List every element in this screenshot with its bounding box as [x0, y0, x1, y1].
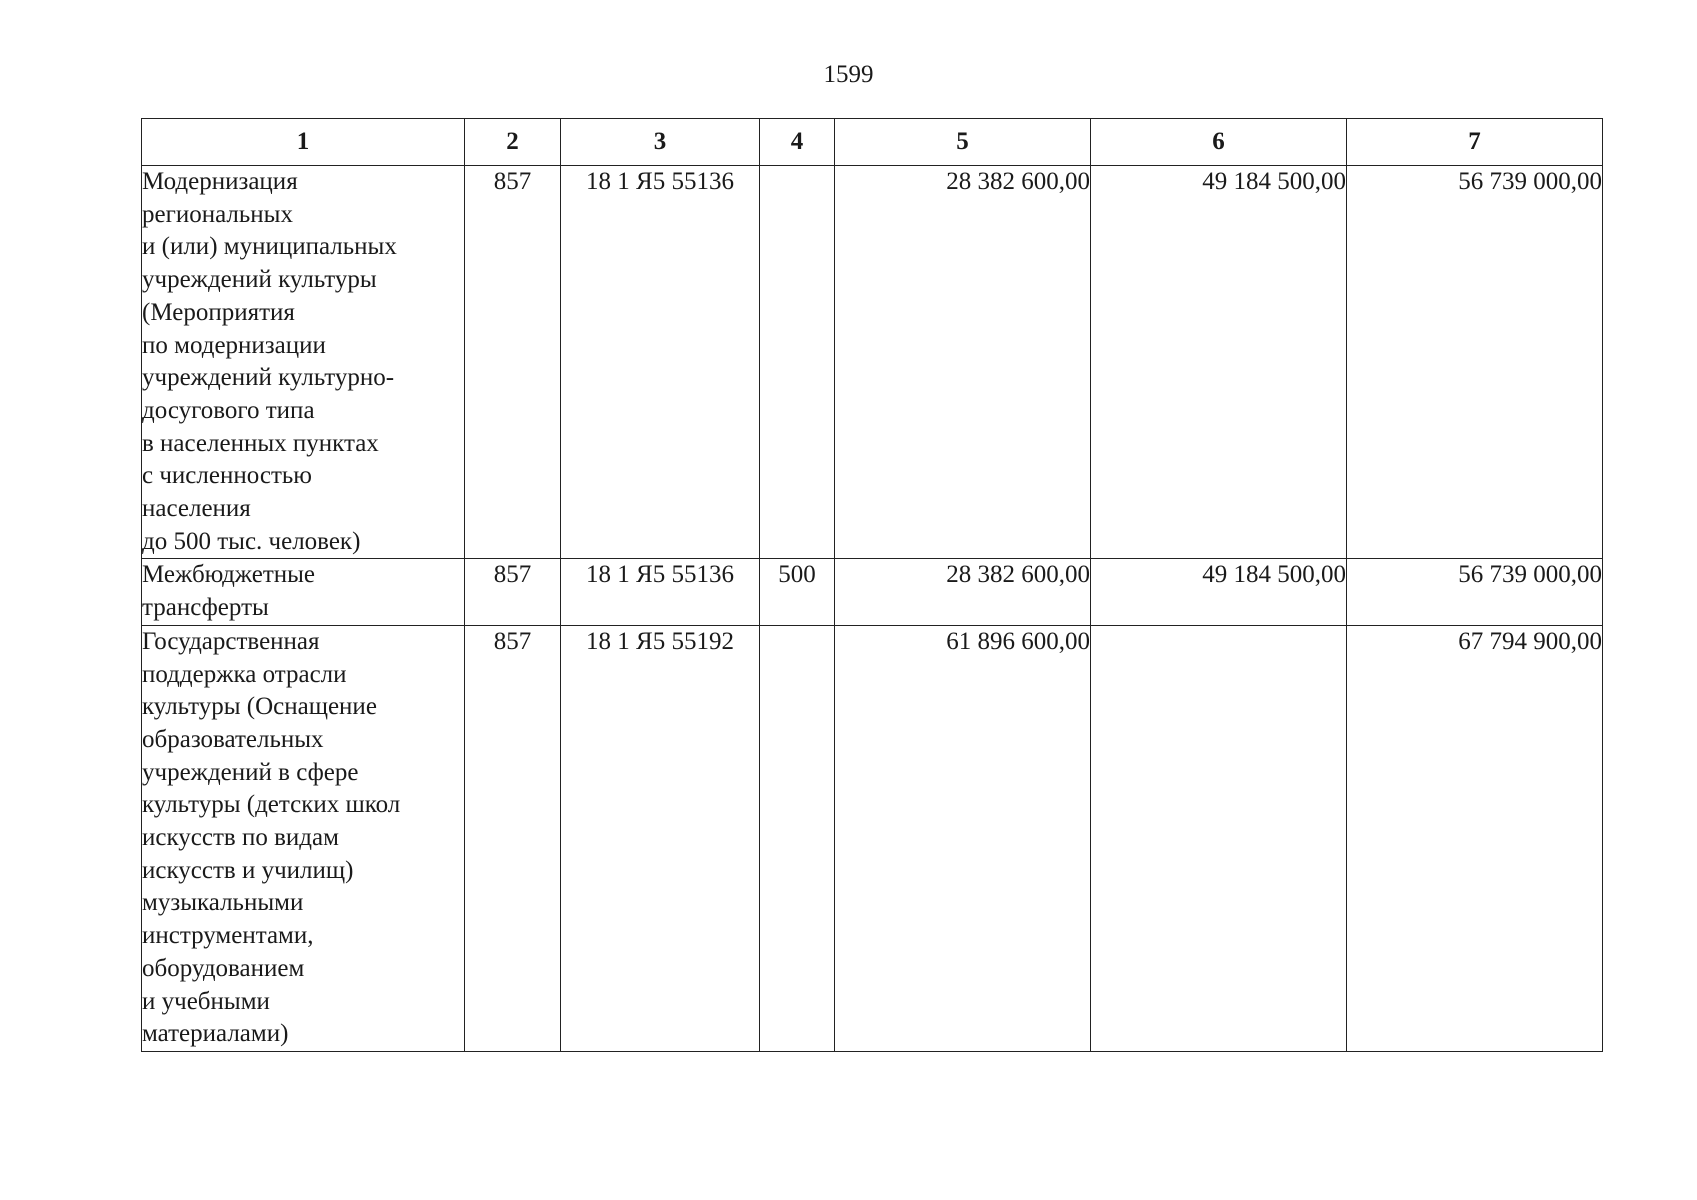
name-line: поддержка отрасли [142, 660, 347, 688]
page-number: 1599 [823, 61, 874, 88]
name-line: учреждений культуры [142, 266, 377, 294]
name-line: образовательных [142, 725, 324, 753]
header-col-4: 4 [760, 119, 835, 166]
name-line: оборудованием [142, 954, 305, 982]
row-col2-cell: 857 [465, 625, 561, 1051]
name-line: региональных [142, 200, 293, 228]
name-line: по модернизации [142, 331, 326, 359]
row-name-cell [142, 166, 465, 559]
name-line: учреждений культурно- [142, 364, 395, 392]
row-col7-cell: 56 739 000,00 [1347, 166, 1603, 559]
row-col5-cell: 61 896 600,00 [835, 625, 1091, 1051]
name-line: населения [142, 495, 251, 523]
name-line: Межбюджетные [142, 561, 316, 589]
header-col-6: 6 [1091, 119, 1347, 166]
name-line: и учебными [142, 987, 270, 1015]
name-line: до 500 тыс. человек) [142, 527, 361, 555]
row-col6-cell [1091, 625, 1347, 1051]
row-name-cell [142, 559, 465, 625]
row-col6-cell: 49 184 500,00 [1091, 559, 1347, 625]
row-col6-cell: 49 184 500,00 [1091, 166, 1347, 559]
name-line: и (или) муниципальных [142, 233, 397, 261]
header-col-7: 7 [1347, 119, 1603, 166]
row-col2-cell: 857 [465, 166, 561, 559]
name-line: культуры (Оснащение [142, 693, 377, 721]
row-name-cell [142, 625, 465, 1051]
name-line: учреждений в сфере [142, 758, 359, 786]
name-line: Модернизация [142, 168, 298, 195]
row-col7-cell: 67 794 900,00 [1347, 625, 1603, 1051]
row-col3-cell: 18 1 Я5 55136 [561, 166, 760, 559]
name-line: досугового типа [142, 396, 315, 424]
name-line: с численностью [142, 462, 312, 490]
name-line: (Мероприятия [142, 298, 295, 326]
name-line: материалами) [142, 1020, 289, 1048]
header-col-2: 2 [465, 119, 561, 166]
name-line: музыкальными [142, 889, 304, 917]
budget-table [141, 118, 1603, 1052]
header-row [142, 119, 1603, 166]
name-line: культуры (детских школ [142, 791, 401, 819]
row-col4-cell [760, 625, 835, 1051]
name-line: искусств и училищ) [142, 856, 354, 884]
row-col3-cell: 18 1 Я5 55136 [561, 559, 760, 625]
name-line: искусств по видам [142, 824, 339, 852]
table-row [142, 625, 1603, 1051]
table-row [142, 559, 1603, 625]
name-line: трансферты [142, 594, 269, 622]
name-line: инструментами, [142, 922, 314, 950]
row-col3-cell: 18 1 Я5 55192 [561, 625, 760, 1051]
header-col-5: 5 [835, 119, 1091, 166]
row-col4-cell [760, 166, 835, 559]
name-line: в населенных пунктах [142, 429, 379, 457]
row-col5-cell: 28 382 600,00 [835, 166, 1091, 559]
row-col4-cell: 500 [760, 559, 835, 625]
table-row [142, 166, 1603, 559]
row-col2-cell: 857 [465, 559, 561, 625]
row-col5-cell: 28 382 600,00 [835, 559, 1091, 625]
row-col7-cell: 56 739 000,00 [1347, 559, 1603, 625]
header-col-3: 3 [561, 119, 760, 166]
name-line: Государственная [142, 627, 320, 655]
header-col-1: 1 [142, 119, 465, 166]
